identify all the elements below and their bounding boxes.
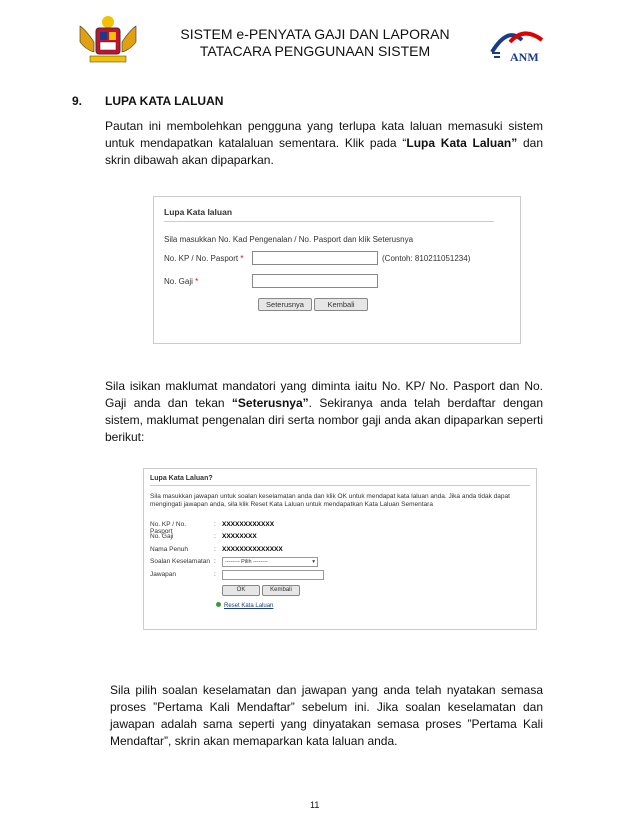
colon: : (214, 521, 216, 528)
anm-logo (488, 22, 548, 68)
info-row-value: XXXXXXXX (222, 533, 257, 540)
answer-row (150, 571, 350, 580)
colon: : (214, 571, 216, 578)
info-row-label: No. Gaji (150, 533, 174, 540)
paragraph-intro-end: dan skrin dibawah akan dipaparkan. (105, 136, 543, 167)
answer-label: Jawapan (150, 571, 177, 578)
form-instruction: Sila masukkan No. Kad Pengenalan / No. Pasport dan klik Seterusnya (164, 235, 414, 244)
answer-input[interactable] (222, 570, 324, 580)
reset-icon (216, 602, 221, 607)
gaji-input[interactable] (252, 274, 378, 288)
header-title-line2: TATACARA PENGGUNAAN SISTEM (199, 43, 431, 59)
back-button-2[interactable]: Kembali (262, 585, 300, 596)
page-number: 11 (310, 800, 320, 810)
colon: : (214, 558, 216, 565)
section-number: 9. (72, 94, 83, 108)
paragraph-instructions-bold: “Seterusnya” (231, 396, 309, 410)
reset-password-link[interactable]: Reset Kata Laluan (216, 602, 273, 609)
paragraph-intro-bold: Lupa Kata Laluan” (406, 136, 518, 150)
kp-label: No. KP / No. Pasport * (164, 254, 244, 263)
info-row-value: XXXXXXXXXXXXXX (222, 546, 283, 553)
chevron-down-icon: ▾ (312, 559, 315, 565)
forgot-password-form-screenshot (153, 196, 521, 344)
info-row-label: Nama Penuh (150, 546, 188, 553)
ok-button[interactable]: OK (222, 585, 260, 596)
paragraph-intro-text: Pautan ini membolehkan pengguna yang terlupa kata laluan memasuki sistem untuk mendapatkan katalaluan sementara. Klik pada “ (105, 119, 543, 150)
coat-of-arms-logo (72, 14, 144, 66)
colon: : (214, 533, 216, 540)
security-question-label: Soalan Keselamatan (150, 558, 210, 565)
kp-hint: (Contoh: 810211051234) (382, 254, 471, 263)
form2-instruction: Sila masukkan jawapan untuk soalan keselamatan anda dan klik OK untuk mendapat kata laluan anda. Jika anda tidak dapat mengingati jawapan anda, sila klik Reset Kata Laluan untuk mendapatkan Kata Laluan Sementara (150, 493, 510, 508)
next-button[interactable]: Seterusnya (258, 298, 312, 311)
kp-input[interactable] (252, 251, 378, 265)
security-question-select[interactable]: -------- Pilih -------- ▾ (222, 557, 318, 567)
anm-logo-text: ANM (510, 50, 539, 64)
form-title: Lupa Kata laluan (164, 207, 233, 217)
security-question-row (150, 558, 350, 567)
form-divider (164, 221, 494, 222)
paragraph-instructions-end: . Sekiranya anda telah berdaftar dengan sistem, maklumat pengenalan diri serta nombor gaji anda akan dipaparkan seperti berikut: (105, 396, 543, 444)
back-button[interactable]: Kembali (314, 298, 368, 311)
gaji-label: No. Gaji * (164, 277, 199, 286)
document-header-title (150, 26, 480, 60)
colon: : (214, 546, 216, 553)
form2-divider (150, 485, 530, 486)
info-row-label: No. KP / No. Pasport (150, 521, 187, 535)
paragraph-security-question: Sila pilih soalan keselamatan dan jawapan yang anda telah nyatakan semasa proses ”Pertama Kali Mendaftar” sebelum ini. Jika soalan keselamatan dan jawapan adalah sama seperti yang dinyatakan semasa proses ”Pertama Kali Mendaftar”, skrin akan memaparkan kata laluan anda. (110, 683, 543, 748)
section-title: LUPA KATA LALUAN (105, 94, 224, 108)
paragraph-instructions (105, 378, 543, 446)
security-question-form-screenshot (143, 468, 537, 630)
paragraph-intro (105, 118, 543, 169)
info-row-value: XXXXXXXXXXXX (222, 521, 275, 528)
paragraph-instructions-text: Sila isikan maklumat mandatori yang diminta iaitu No. KP/ No. Pasport dan No. Gaji anda dan tekan (105, 379, 543, 410)
form2-title: Lupa Kata Laluan? (150, 475, 213, 482)
header-title-line1: SISTEM e-PENYATA GAJI DAN LAPORAN (180, 26, 450, 42)
